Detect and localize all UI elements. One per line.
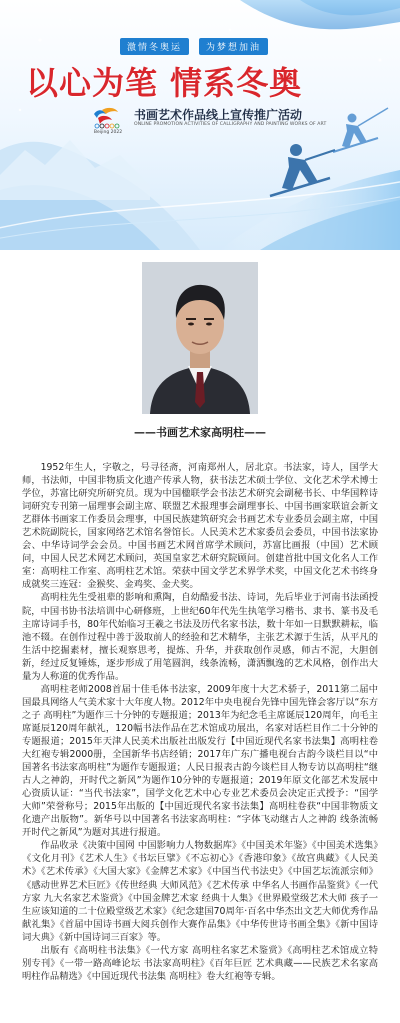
slogan-badge: 为梦想加油 <box>199 38 268 55</box>
slogan-row <box>120 38 268 55</box>
bio-paragraph: 1952年生人，字敬之，号寻径斋，河南郑州人，居北京。书法家，诗人，国学大师，书法师，中国非物质文化遗产传承人物，获书法艺术硕士学位、文化艺术学术博士学位，苏富比研究所研究员。现为中国楹联学会书法艺术研究会副秘书长、中华国粹诗词研究专刊第一届理事会副主席、联盟艺术报理事会副理事长、中国书画家联谊会新文艺群体书画家工作委员会理事，中国民族建筑研究会书画艺术专业委员会副主席，中国艺术院副院长，国家网络艺术馆名誉馆长。人民美术艺术家委员会委员，中国书法家协会、中华诗词学会会员。中国书画艺术网首席学术顾问，苏富比画报（中国）艺术顾问，中国人民艺术网艺术顾问，英国皇家艺术研究院顾问。创建首批中国文化名人工作室：高明柱工作室、高明柱艺术馆。荣获中国文学艺术界学术奖，中国文化艺术书终身成就奖三连冠：金猴奖、金鸡奖、金犬奖。 <box>22 462 378 591</box>
main-title: 以心为笔 情系冬奥 <box>26 64 303 102</box>
logo-caption: Beijing 2022 <box>93 130 123 135</box>
header-banner <box>0 0 400 250</box>
activity-title: 书画艺术作品线上宣传推广活动 <box>134 108 303 122</box>
bio-paragraph: 高明柱老师2008首届十佳毛体书法家，2009年度十大艺术骄子，2011第二届中国最具网络人气美术家十大年度人物。2012年中央电视台先锋中国先锋会客厅以“东方之子 高明柱”为题作三十分钟的专题报道；2013年为纪念毛主席诞辰120周年，向毛主席诞辰120周年献礼，120幅书法作品在艺术馆成功展出，名家对话栏目作二十分钟的专题报道；2015年天津人民美术出版社出版发行【中国近现代名家书法集】高明柱卷大红袍专辑2000册，全国新华书店经销；2017年广东广播电视台古韵今谈栏目以“中国著名书法家高明柱”为题作专题报道；人民日报表古韵今谈栏目人物专访以高明柱“继古人之神韵，开时代之新风”为题作10分钟的专题报道；2019年原文化部艺术发展中心资质认证：“当代书法家”，国学文化艺术中心专业艺术委员会决定正式授予：“国学大师”荣誉称号；2015年出版的【中国近现代名家书法集】高明柱卷获“中国非物质文化遗产出版物”。新华号以中国著名书法家高明柱：“字体飞动继古人之神韵 线条流畅开时代之新风”为题对其进行报道。 <box>22 683 378 839</box>
bio-paragraph: 作品收录《决策中国网 中国影响力人物数据库》《中国美术年鉴》《中国美术选集》《文化月刊》《艺术人生》《书坛巨擘》《不忘初心》《香港印象》《故宫典藏》《人民美术》《艺术传承》《大国大家》《金牌艺术家》《中国当代书法史》《中国艺坛流派宗师》《感动世界艺术巨匠》《传世经典 大师风范》《艺术传承 中华名人书画作品鉴赏》《一代方家 九大名家艺术鉴赏》《中国金牌艺术家 经典十人集》《世界殿堂级艺术大师 孩子一生应该知道的二十位殿堂级艺术家》《纪念建国70周年·百名中华杰出文艺大师优秀作品献礼集》《首届中国诗书画大阅兵创作大赛作品集》《中华传世诗书画全集》《新中国诗词大典》《新中国诗词三百家》等。 <box>22 840 378 943</box>
activity-subtitle: ONLINE PROMOTION ACTIVITIES OF CALLIGRAPHY AND PAINTING WORKS OF ART <box>134 122 327 127</box>
bio-paragraph: 高明柱先生受祖辈的影响和熏陶，自幼酷爱书法、诗词，先后毕业于河南书法函授院，中国书协书法培训中心研修班，上世纪60年代先生执笔学习楷书、隶书、篆书及毛主席诗词手书，80年代始临习王羲之书法及历代名家书法，数十年如一日默默耕耘，临池不辍。在创作过程中善于汲取前人的经验和艺术精华，主张艺术源于生活，从平凡的生活中挖掘素材，擅长观察思考，提炼、升华，并获取创作灵感，师古不泥，大胆创新，经过反复锤炼，逐步形成了用笔圆润，线条流畅，潇洒飘逸的艺术风格，创作出大量为人称道的优秀作品。 <box>22 592 378 682</box>
artist-portrait <box>142 262 258 414</box>
slogan-badge: 激情冬奥运 <box>120 38 189 55</box>
artist-biography <box>22 461 378 983</box>
beijing-2022-logo-icon <box>88 104 124 130</box>
artist-caption: ——书画艺术家高明柱—— <box>134 426 266 439</box>
bio-paragraph: 出版有《高明柱书法集》《一代方家 高明柱名家艺术鉴赏》《高明柱艺术馆成立特别专刊》《一带一路高峰论坛 书法家高明柱》《百年巨匠 艺术典藏——民族艺术名家高明柱作品精选》《中国近现代书法集 高明柱》卷大红袍等专辑。 <box>22 944 378 982</box>
skier-icon <box>270 144 335 196</box>
